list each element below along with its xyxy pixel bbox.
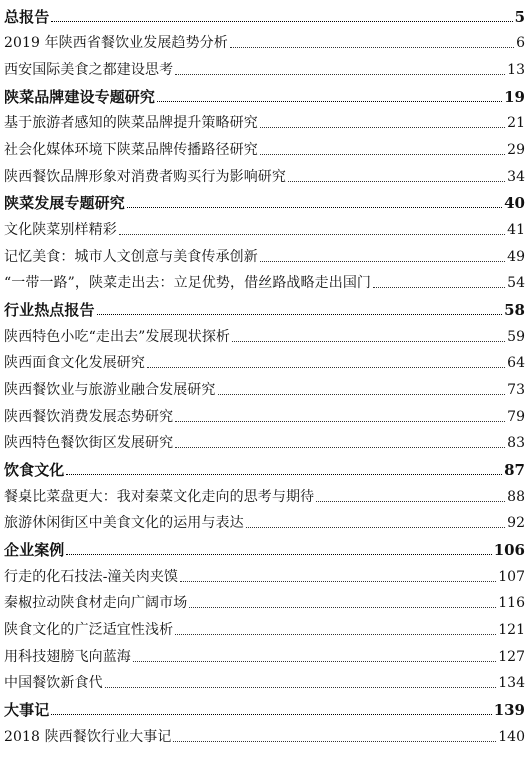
dot-leader bbox=[147, 366, 505, 368]
dot-leader bbox=[288, 180, 505, 182]
toc-page-number: 83 bbox=[507, 435, 525, 451]
toc-item-row[interactable] bbox=[4, 480, 525, 506]
toc-entry-title: 旅游休闲街区中美食文化的运用与表达 bbox=[4, 515, 244, 531]
toc-item-row[interactable] bbox=[4, 560, 525, 586]
dot-leader bbox=[127, 206, 502, 208]
toc-section-row[interactable] bbox=[4, 293, 525, 319]
toc-item-row[interactable] bbox=[4, 346, 525, 372]
dot-leader bbox=[105, 686, 497, 688]
dot-leader bbox=[218, 393, 506, 395]
toc-item-row[interactable] bbox=[4, 240, 525, 266]
toc-page-number: 116 bbox=[498, 595, 525, 611]
toc-page-number: 19 bbox=[504, 88, 525, 106]
dot-leader bbox=[373, 286, 505, 288]
toc-section-row[interactable] bbox=[4, 0, 525, 26]
toc-section-row[interactable] bbox=[4, 186, 525, 212]
toc-page-number: 64 bbox=[507, 355, 525, 371]
toc-page-number: 58 bbox=[504, 301, 525, 319]
dot-leader bbox=[157, 100, 502, 102]
dot-leader bbox=[66, 553, 491, 555]
toc-item-row[interactable] bbox=[4, 640, 525, 666]
toc-entry-title: 饮食文化 bbox=[4, 461, 65, 479]
toc-entry-title: 总报告 bbox=[4, 8, 50, 26]
toc-page-number: 106 bbox=[493, 541, 525, 559]
toc-entry-title: 行业热点报告 bbox=[4, 301, 95, 319]
toc-page-number: 87 bbox=[504, 461, 525, 479]
toc-item-row[interactable] bbox=[4, 400, 525, 426]
toc-item-row[interactable] bbox=[4, 133, 525, 159]
toc-item-row[interactable] bbox=[4, 213, 525, 239]
toc-page-number: 73 bbox=[507, 382, 525, 398]
toc-page-number: 40 bbox=[504, 194, 525, 212]
toc-entry-title: 记忆美食：城市人文创意与美食传承创新 bbox=[4, 249, 258, 265]
toc-item-row[interactable] bbox=[4, 373, 525, 399]
toc-item-row[interactable] bbox=[4, 320, 525, 346]
toc-section-row[interactable] bbox=[4, 533, 525, 559]
toc-page-number: 41 bbox=[507, 222, 525, 238]
dot-leader bbox=[175, 420, 505, 422]
dot-leader bbox=[173, 740, 496, 742]
toc-page-number: 34 bbox=[507, 169, 525, 185]
dot-leader bbox=[133, 660, 496, 662]
dot-leader bbox=[51, 20, 512, 22]
toc-page-number: 107 bbox=[498, 569, 525, 585]
toc-entry-title: 西安国际美食之都建设思考 bbox=[4, 62, 174, 78]
toc-page-number: 59 bbox=[507, 329, 525, 345]
toc-page-number: 88 bbox=[507, 489, 525, 505]
toc-page-number: 134 bbox=[498, 675, 525, 691]
toc-entry-title: 文化陕菜别样精彩 bbox=[4, 222, 117, 238]
dot-leader bbox=[246, 526, 505, 528]
toc-page-number: 49 bbox=[507, 249, 525, 265]
toc-entry-title: “一带一路”，陕菜走出去：立足优势，借丝路战略走出国门 bbox=[4, 275, 372, 291]
toc-item-row[interactable] bbox=[4, 666, 525, 692]
toc-page-number: 13 bbox=[507, 62, 525, 78]
toc-item-row[interactable] bbox=[4, 26, 525, 52]
toc-item-row[interactable] bbox=[4, 613, 525, 639]
toc-page-number: 6 bbox=[516, 35, 525, 51]
dot-leader bbox=[316, 500, 505, 502]
toc-item-row[interactable] bbox=[4, 160, 525, 186]
toc-page-number: 140 bbox=[498, 729, 525, 745]
toc-entry-title: 餐桌比菜盘更大：我对秦菜文化走向的思考与期待 bbox=[4, 489, 315, 505]
dot-leader bbox=[189, 606, 496, 608]
toc-page-number: 29 bbox=[507, 142, 525, 158]
dot-leader bbox=[260, 126, 505, 128]
toc-page-number: 121 bbox=[498, 622, 525, 638]
dot-leader bbox=[51, 713, 491, 715]
dot-leader bbox=[230, 46, 514, 48]
toc-item-row[interactable] bbox=[4, 53, 525, 79]
toc-section-row[interactable] bbox=[4, 80, 525, 106]
toc-entry-title: 行走的化石技法-潼关肉夹馍 bbox=[4, 569, 179, 585]
toc-page-number: 5 bbox=[514, 8, 525, 26]
toc-page-number: 79 bbox=[507, 409, 525, 425]
toc-section-row[interactable] bbox=[4, 693, 525, 719]
toc-entry-title: 企业案例 bbox=[4, 541, 65, 559]
toc-section-row[interactable] bbox=[4, 453, 525, 479]
dot-leader bbox=[175, 633, 496, 635]
toc-entry-title: 陕菜发展专题研究 bbox=[4, 194, 125, 212]
toc-entry-title: 陕西餐饮品牌形象对消费者购买行为影响研究 bbox=[4, 169, 286, 185]
toc-item-row[interactable] bbox=[4, 720, 525, 746]
toc-entry-title: 陕西特色小吃“走出去”发展现状探析 bbox=[4, 329, 231, 345]
toc-item-row[interactable] bbox=[4, 586, 525, 612]
dot-leader bbox=[97, 313, 503, 315]
toc-entry-title: 陕西面食文化发展研究 bbox=[4, 355, 145, 371]
toc-page-number: 21 bbox=[507, 115, 525, 131]
toc-entry-title: 用科技翅膀飞向蓝海 bbox=[4, 649, 131, 665]
toc-item-row[interactable] bbox=[4, 266, 525, 292]
toc-entry-title: 2018 陕西餐饮行业大事记 bbox=[4, 729, 172, 745]
toc-item-row[interactable] bbox=[4, 106, 525, 132]
toc-entry-title: 陕西餐饮业与旅游业融合发展研究 bbox=[4, 382, 216, 398]
toc-item-row[interactable] bbox=[4, 426, 525, 452]
dot-leader bbox=[175, 73, 505, 75]
toc-entry-title: 2019 年陕西省餐饮业发展趋势分析 bbox=[4, 35, 228, 51]
dot-leader bbox=[175, 446, 505, 448]
dot-leader bbox=[180, 580, 496, 582]
toc-page-number: 139 bbox=[493, 701, 525, 719]
toc-entry-title: 陕菜品牌建设专题研究 bbox=[4, 88, 156, 106]
dot-leader bbox=[66, 473, 502, 475]
toc-entry-title: 秦椒拉动陕食材走向广阔市场 bbox=[4, 595, 188, 611]
toc-page-number: 92 bbox=[507, 515, 525, 531]
toc-entry-title: 大事记 bbox=[4, 701, 50, 719]
toc-entry-title: 陕西餐饮消费发展态势研究 bbox=[4, 409, 174, 425]
dot-leader bbox=[119, 233, 505, 235]
dot-leader bbox=[260, 153, 505, 155]
toc-entry-title: 社会化媒体环境下陕菜品牌传播路径研究 bbox=[4, 142, 258, 158]
toc-page-number: 54 bbox=[507, 275, 525, 291]
toc-entry-title: 陕食文化的广泛适宜性浅析 bbox=[4, 622, 174, 638]
dot-leader bbox=[260, 260, 505, 262]
toc-entry-title: 基于旅游者感知的陕菜品牌提升策略研究 bbox=[4, 115, 258, 131]
toc-entry-title: 中国餐饮新食代 bbox=[4, 675, 103, 691]
toc-item-row[interactable] bbox=[4, 506, 525, 532]
dot-leader bbox=[232, 340, 505, 342]
toc-entry-title: 陕西特色餐饮街区发展研究 bbox=[4, 435, 174, 451]
toc-page-number: 127 bbox=[498, 649, 525, 665]
